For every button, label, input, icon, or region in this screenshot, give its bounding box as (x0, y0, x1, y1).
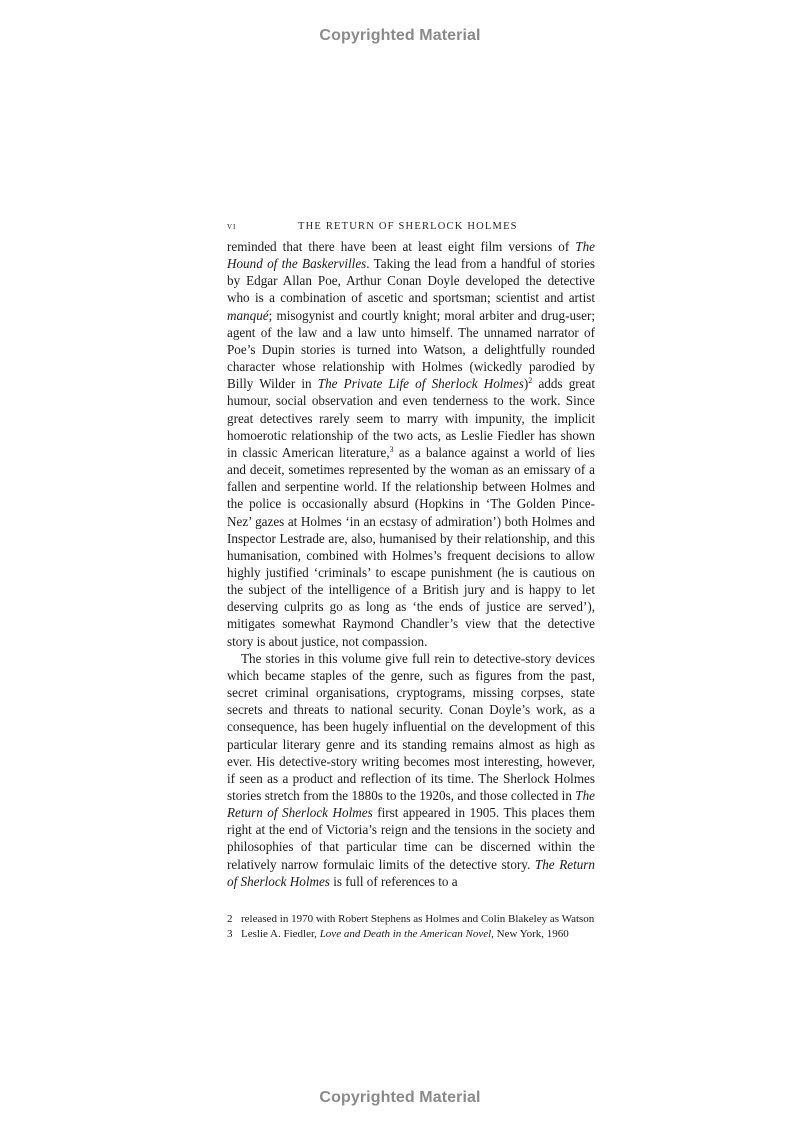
text-run: The stories in this volume give full rein to detective-story devices which became staples of the genre, such as figures from the past, secret criminal organisations, cryptograms, missing corpses, state secrets and threats to national security. Conan Doyle’s work, as a consequence, has been hugely influential on the development of this particular literary genre and its standing remains almost as high as ever. His detective-story writing becomes most interesting, however, if seen as a product and reflection of its time. The Sherlock Holmes stories stretch from the 1880s to the 1920s, and those collected in (227, 650, 595, 803)
text-run: is full of references to a (329, 873, 458, 889)
running-head (227, 218, 595, 236)
italic-word: manqué (227, 307, 269, 323)
footnote-number: 2 (227, 912, 233, 925)
footnote-number: 3 (227, 927, 233, 940)
italic-title: The Hound of the Baskervilles (227, 239, 595, 272)
running-head-title: THE RETURN OF SHERLOCK HOLMES (298, 221, 518, 232)
footnote-text (241, 928, 595, 942)
book-page (227, 218, 595, 942)
footnote (227, 913, 595, 927)
text-run: adds great humour, social observation and even tenderness to the work. Since great detectives rarely seem to marry with impunity, the implicit homoerotic relationship of the two acts, as Leslie Fiedler has shown in classic American literature, (227, 376, 595, 460)
paragraph (227, 238, 595, 650)
paragraph (227, 650, 595, 890)
page-number: vi (227, 221, 237, 232)
text-run: reminded that there have been at least eight film versions of (227, 239, 576, 254)
footnote (227, 928, 595, 942)
text-run: first appeared in 1905. This places them right at the end of Victoria’s reign and the tensions in the society and philosophies of that particular time can be discerned within the relatively narrow formulaic limits of the detective story. (227, 805, 595, 872)
text-run: , New York, 1960 (491, 927, 569, 940)
text-run: ) (523, 376, 529, 392)
text-run: Leslie A. Fiedler, (241, 927, 320, 940)
footnote-ref: 3 (389, 444, 394, 454)
italic-title: The Return of Sherlock Holmes (227, 788, 595, 821)
text-run: ; misogynist and courtly knight; moral arbiter and drug-user; agent of the law and a law unto himself. The unnamed narrator of Poe’s Dupin stories is turned into Watson, a delightfully rounded character whose relationship with Holmes (wickedly parodied by Billy Wilder in (227, 307, 595, 392)
italic-title: Love and Death in the American Novel (319, 927, 492, 940)
body-text (227, 238, 595, 890)
italic-title: The Private Life of Sherlock Holmes (317, 376, 524, 392)
footnotes (227, 913, 595, 941)
copyright-watermark-top: Copyrighted Material (319, 27, 481, 44)
footnote-text: released in 1970 with Robert Stephens as Holmes and Colin Blakeley as Watson (241, 912, 595, 925)
text-run: as a balance against a world of lies and deceit, sometimes represented by the woman as an emissary of a fallen and serpentine world. If the relationship between Holmes and the police is occasionally absurd (Hopkins in ‘The Golden Pince-Nez’ gazes at Holmes ‘in an ecstasy of admiration’) both Holmes and Inspector Lestrade are, also, humanised by their relationship, and this humanisation, combined with Holmes’s frequent decisions to allow highly justified ‘criminals’ to escape punishment (he is cautious on the subject of the intelligence of a British jury and is happy to let deserving culprits go as long as ‘the ends of justice are served’), mitigates somewhat Raymond Chandler’s view that the detective story is about justice, not compassion. (227, 444, 595, 649)
footnote-ref: 2 (528, 376, 533, 386)
copyright-watermark-bottom: Copyrighted Material (319, 1089, 481, 1106)
text-run: . Taking the lead from a handful of stories by Edgar Allan Poe, Arthur Conan Doyle developed the detective who is a combination of ascetic and sportsman; scientist and artist (227, 256, 596, 306)
italic-title: The Return of Sherlock Holmes (227, 856, 595, 889)
